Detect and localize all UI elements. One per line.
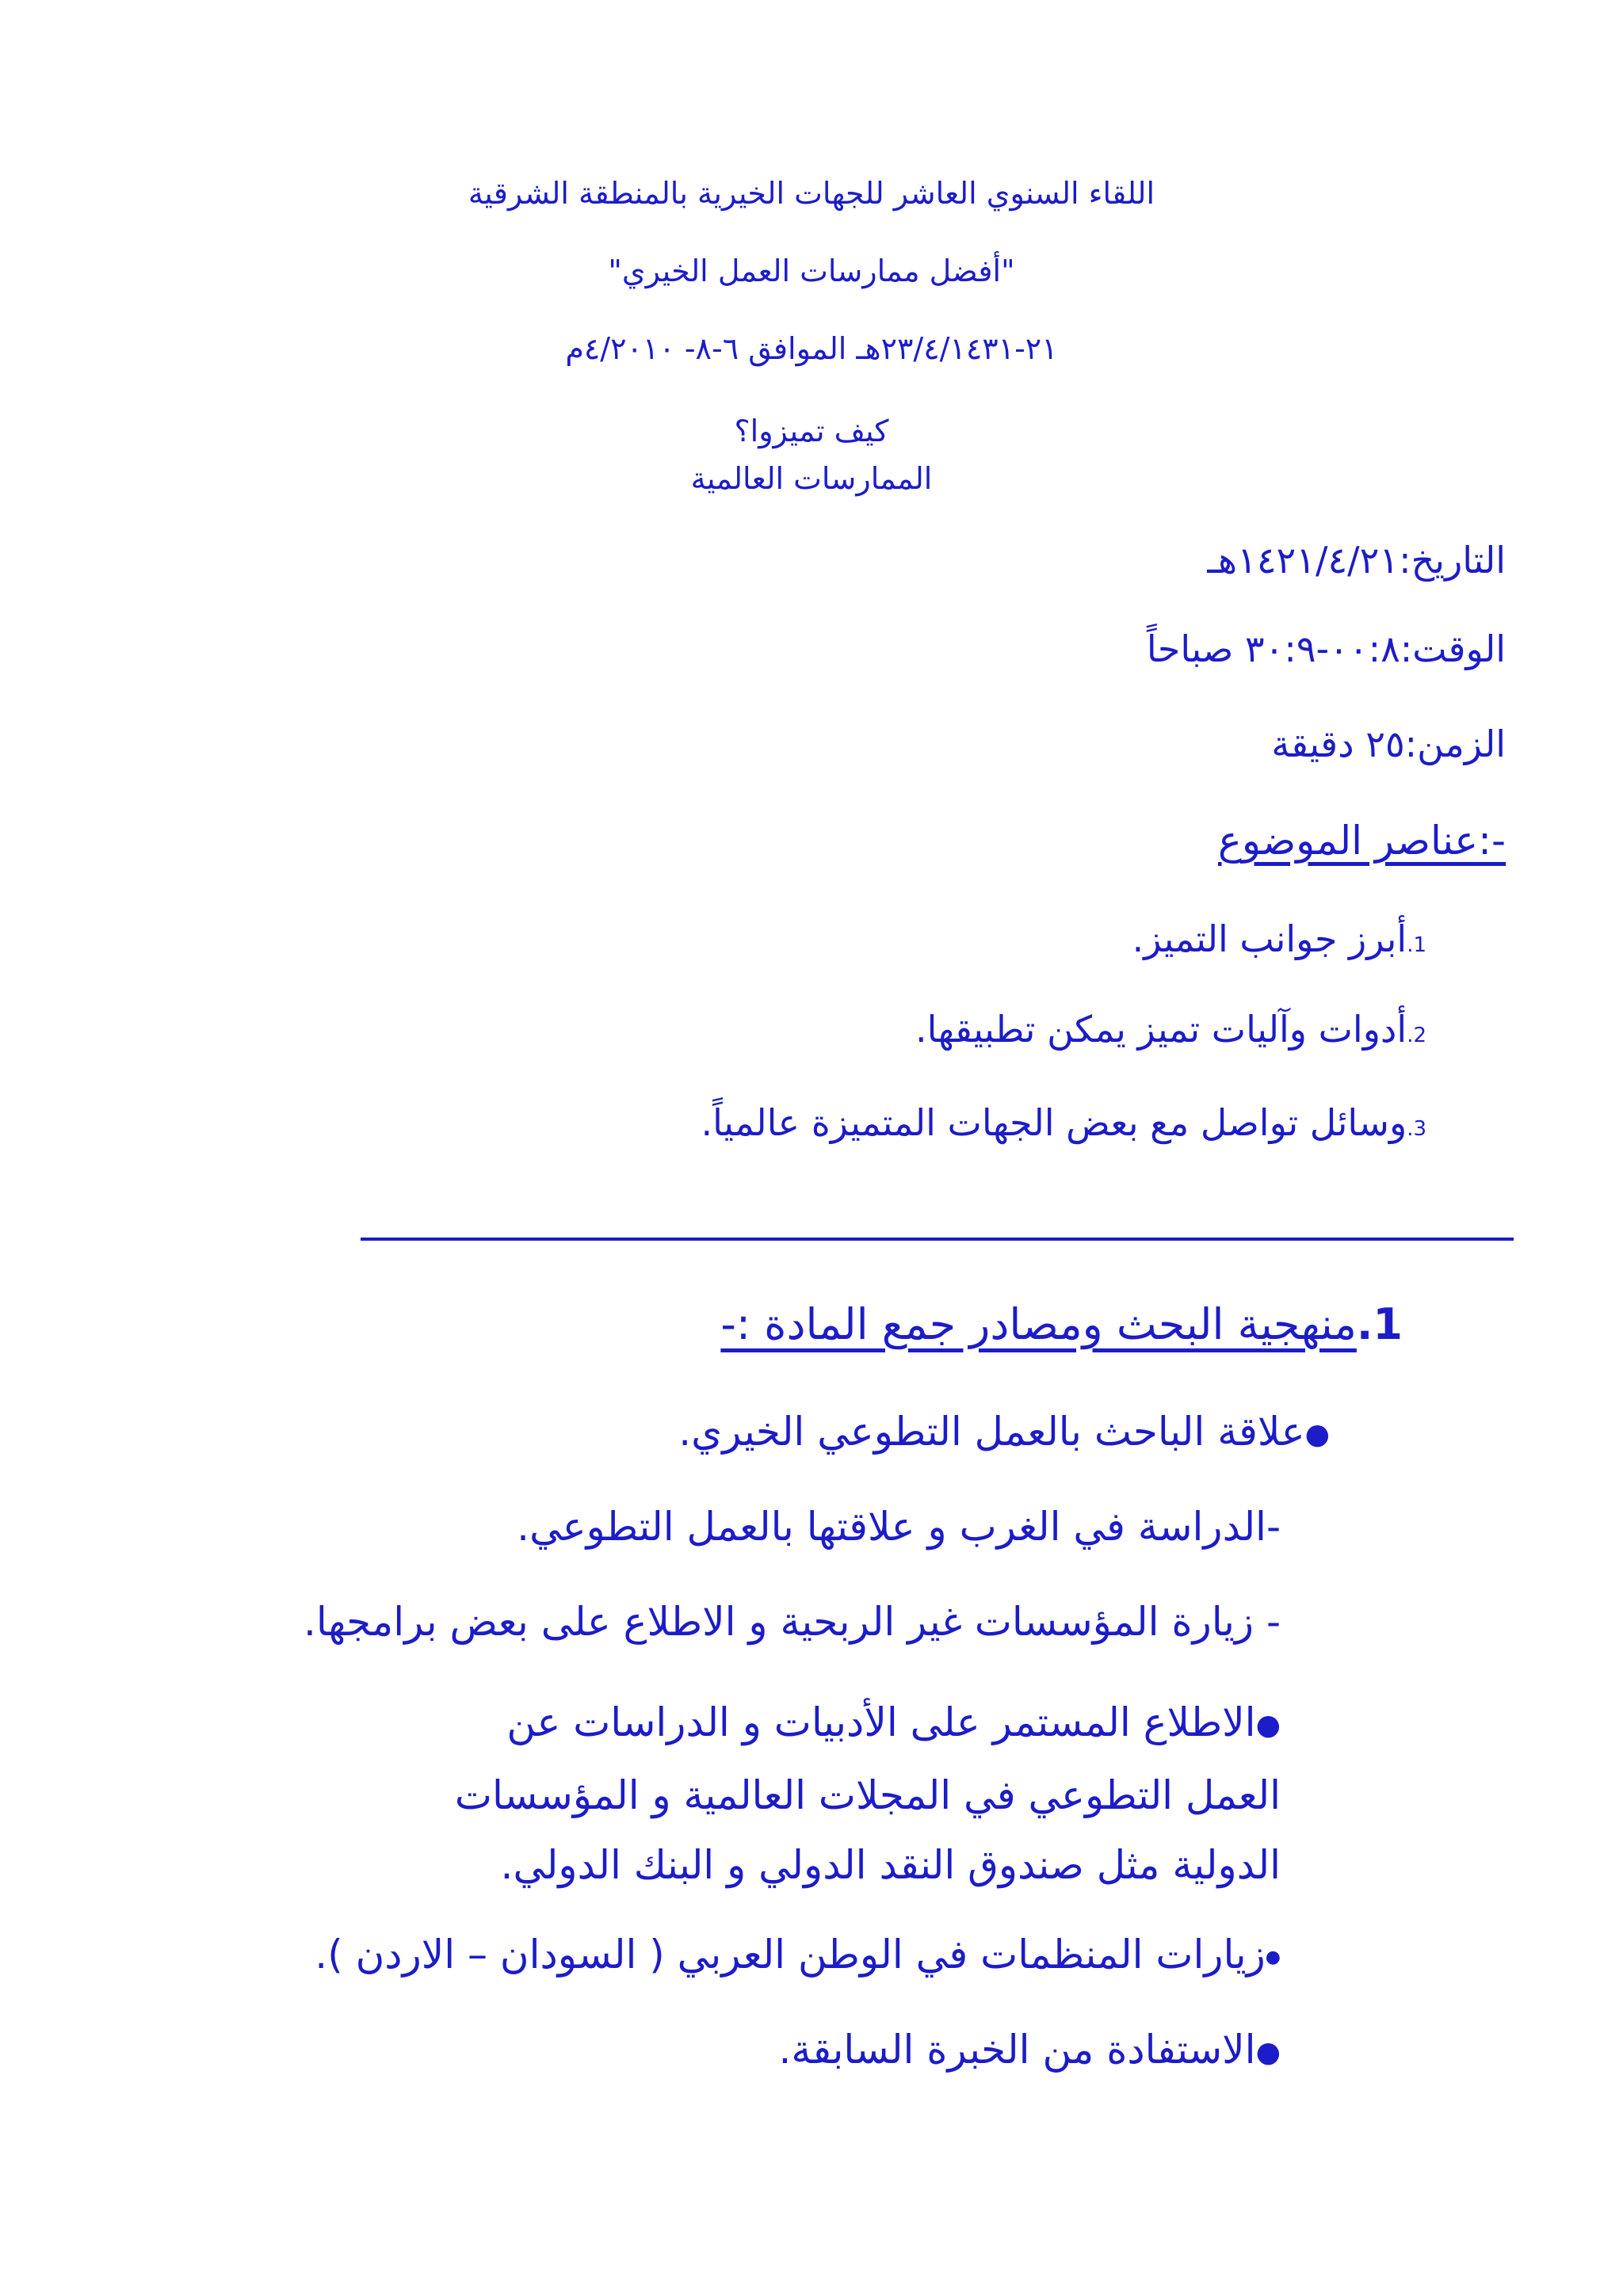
- list-item: [678, 1409, 1330, 1455]
- list-item-text: الاطلاع المستمر على الأدبيات و الدراسات عن العمل التطوعي في المجلات العالمية و المؤسسات الدولية مثل صندوق النقد الدولي و البنك الدولي.: [454, 1699, 1281, 1888]
- list-item: [425, 1688, 1281, 1900]
- meta-time: الوقت:٠٠:٨-٣٠:٩ صباحاً: [1146, 627, 1506, 670]
- list-item: [779, 2027, 1281, 2073]
- topic-item: [915, 1008, 1426, 1051]
- section-title: منهجية البحث ومصادر جمع المادة :-: [720, 1299, 1357, 1349]
- bullet-icon: ●: [1255, 2036, 1281, 2069]
- list-item: [315, 1932, 1281, 1978]
- topic-number: 3.: [1407, 1117, 1426, 1141]
- topic-text: أدوات وآليات تميز يمكن تطبيقها.: [915, 1008, 1407, 1051]
- header-title: اللقاء السنوي العاشر للجهات الخيرية بالمنطقة الشرقية: [468, 176, 1155, 211]
- header-question: كيف تميزوا؟: [734, 414, 889, 448]
- bullet-icon: ●: [1304, 1418, 1330, 1451]
- list-item: - زيارة المؤسسات غير الربحية و الاطلاع على بعض برامجها.: [303, 1599, 1281, 1645]
- list-item-text: الاستفادة من الخبرة السابقة.: [778, 2027, 1256, 2073]
- topic-text: أبرز جوانب التميز.: [1132, 917, 1407, 960]
- header-subject: الممارسات العالمية: [690, 461, 933, 496]
- meta-duration: الزمن:٢٥ دقيقة: [1271, 723, 1506, 765]
- topic-item: [701, 1101, 1426, 1144]
- list-item-text: زيارات المنظمات في الوطن العربي ( السودان – الاردن ).: [315, 1932, 1266, 1978]
- topic-item: [1132, 917, 1426, 960]
- section-heading: [720, 1299, 1403, 1349]
- header-dates: ٢١-٢٣/٤/١٤٣١هـ الموافق ٦-٨- ٤/٢٠١٠م: [565, 331, 1058, 366]
- bullet-icon: ●: [1265, 1947, 1281, 1967]
- topic-number: 2.: [1407, 1024, 1426, 1047]
- list-item: -الدراسة في الغرب و علاقتها بالعمل التطوعي.: [517, 1504, 1281, 1550]
- topics-heading: -:عناصر الموضوع: [1218, 818, 1506, 864]
- bullet-icon: ●: [1255, 1708, 1281, 1741]
- meta-date: التاريخ:١٤٢١/٤/٢١هـ: [1207, 539, 1506, 582]
- header-subtitle: "أفضل ممارسات العمل الخيري": [608, 254, 1015, 288]
- section-divider: [361, 1238, 1514, 1241]
- topic-number: 1.: [1407, 933, 1426, 957]
- list-item-text: علاقة الباحث بالعمل التطوعي الخيري.: [678, 1409, 1305, 1455]
- topic-text: وسائل تواصل مع بعض الجهات المتميزة عالمياً.: [701, 1101, 1407, 1144]
- section-number: 1.: [1356, 1299, 1403, 1349]
